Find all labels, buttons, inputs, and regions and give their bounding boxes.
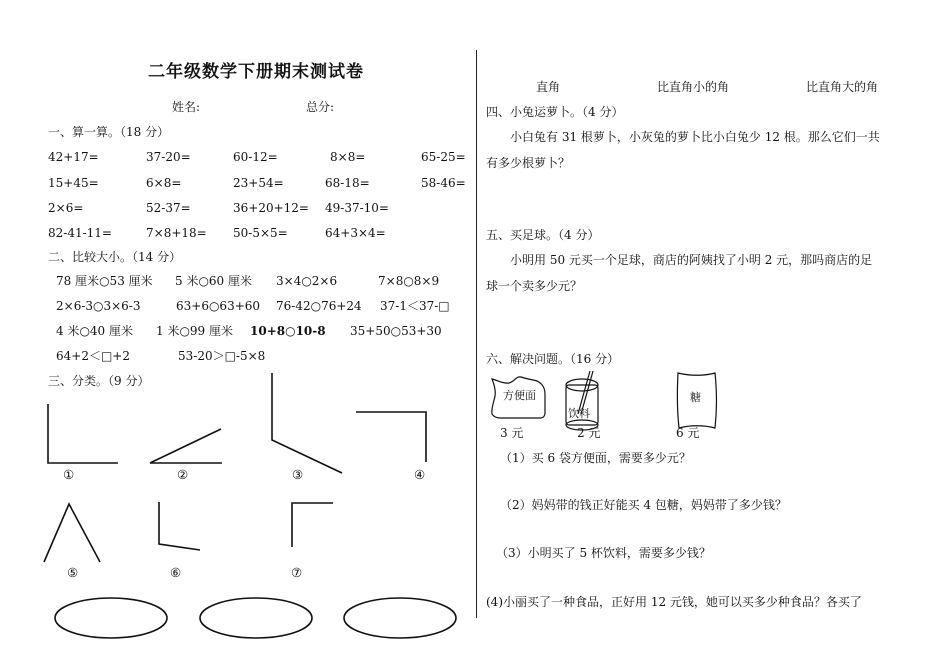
calc-item: 15+45= xyxy=(48,176,99,190)
calc-item: 52-37= xyxy=(146,201,191,215)
compare-item: 53-20＞□-5×8 xyxy=(178,349,266,363)
category-right-angle: 直角 xyxy=(536,80,561,94)
section-5-text-line2: 球一个卖多少元？ xyxy=(486,279,583,293)
section-3-heading: 三、分类。（9 分） xyxy=(48,374,150,388)
section-4-text-line1: 小白兔有 31 根萝卜，小灰兔的萝卜比小白兔少 12 根。那么它们一共 xyxy=(510,130,880,144)
compare-item: 35+50○53+30 xyxy=(350,324,442,338)
section-5-heading: 五、买足球。（4 分） xyxy=(486,228,600,242)
section-5-text-line1: 小明用 50 元买一个足球，商店的阿姨找了小明 2 元，那吗商店的足 xyxy=(510,253,873,267)
calc-item: 64+3×4= xyxy=(325,226,386,240)
calc-item: 42+17= xyxy=(48,150,99,164)
compare-item: 1 米○99 厘米 xyxy=(156,324,234,338)
question-1: （1）买 6 袋方便面，需要多少元？ xyxy=(500,451,691,465)
calc-item: 8×8= xyxy=(330,150,366,164)
page-title: 二年级数学下册期末测试卷 xyxy=(148,62,364,82)
calc-item: 65-25= xyxy=(421,150,466,164)
angle-7 xyxy=(292,503,333,547)
calc-item: 36+20+12= xyxy=(233,201,309,215)
question-2: （2）妈妈带的钱正好能买 4 包糖，妈妈带了多少钱？ xyxy=(500,498,787,512)
column-divider xyxy=(476,50,477,618)
compare-item: 37-1＜37-□ xyxy=(380,299,450,313)
angle-label-7: ⑦ xyxy=(291,565,303,580)
section-2-heading: 二、比较大小。（14 分） xyxy=(48,250,182,264)
compare-item: 5 米○60 厘米 xyxy=(175,274,253,288)
calc-item: 2×6= xyxy=(48,201,84,215)
calc-item: 60-12= xyxy=(233,150,278,164)
calc-item: 6×8= xyxy=(146,176,182,190)
calc-item: 68-18= xyxy=(325,176,370,190)
angle-3 xyxy=(272,373,342,473)
calc-item: 58-46= xyxy=(421,176,466,190)
answer-oval-acute-angle xyxy=(200,598,312,638)
angle-6 xyxy=(159,502,200,550)
calc-item: 82-41-11= xyxy=(48,226,112,240)
angle-label-5: ⑤ xyxy=(67,565,79,580)
section-1-heading: 一、算一算。（18 分） xyxy=(48,125,170,139)
angle-4 xyxy=(356,412,426,462)
angle-2 xyxy=(150,429,222,463)
section-6-heading: 六、解决问题。（16 分） xyxy=(486,352,620,366)
calc-item: 50-5×5= xyxy=(233,226,288,240)
calc-item: 37-20= xyxy=(146,150,191,164)
drink-label: 饮料 xyxy=(568,407,590,420)
calc-item: 23+54= xyxy=(233,176,284,190)
compare-item: 76-42○76+24 xyxy=(276,299,362,313)
angle-5 xyxy=(44,504,100,562)
answer-oval-right-angle xyxy=(55,598,167,638)
candy-price: 6 元 xyxy=(676,426,700,440)
category-acute-angle: 比直角小的角 xyxy=(657,80,730,94)
compare-item: 7×8○8×9 xyxy=(378,274,440,288)
angle-label-4: ④ xyxy=(414,467,426,482)
question-3: （3）小明买了 5 杯饮料，需要多少钱？ xyxy=(496,546,711,560)
compare-item: 10+8○10-8 xyxy=(250,324,326,338)
angle-label-2: ② xyxy=(177,467,189,482)
compare-item: 78 厘米○53 厘米 xyxy=(56,274,153,288)
question-4: (4)小丽买了一种食品，正好用 12 元钱，她可以买多少种食品？各买了 xyxy=(486,595,862,609)
section-4-heading: 四、小兔运萝卜。（4 分） xyxy=(486,105,624,119)
angle-1 xyxy=(48,404,118,463)
section-4-text-line2: 有多少根萝卜？ xyxy=(486,156,571,170)
calc-item: 49-37-10= xyxy=(325,201,389,215)
compare-item: 4 米○40 厘米 xyxy=(56,324,134,338)
drink-price: 2 元 xyxy=(577,426,601,440)
name-label: 姓名: xyxy=(172,100,201,114)
compare-item: 64+2＜□+2 xyxy=(56,349,130,363)
angle-label-1: ① xyxy=(63,467,75,482)
noodle-price: 3 元 xyxy=(500,426,524,440)
candy-label: 糖 xyxy=(690,391,701,404)
noodle-label: 方便面 xyxy=(503,389,536,402)
score-label: 总分: xyxy=(306,100,335,114)
compare-item: 63+6○63+60 xyxy=(176,299,261,313)
answer-oval-obtuse-angle xyxy=(344,598,456,638)
category-obtuse-angle: 比直角大的角 xyxy=(806,80,879,94)
compare-item: 3×4○2×6 xyxy=(276,274,338,288)
angle-label-3: ③ xyxy=(292,467,304,482)
angle-label-6: ⑥ xyxy=(170,565,182,580)
calc-item: 7×8+18= xyxy=(146,226,207,240)
compare-item: 2×6-3○3×6-3 xyxy=(56,299,141,313)
